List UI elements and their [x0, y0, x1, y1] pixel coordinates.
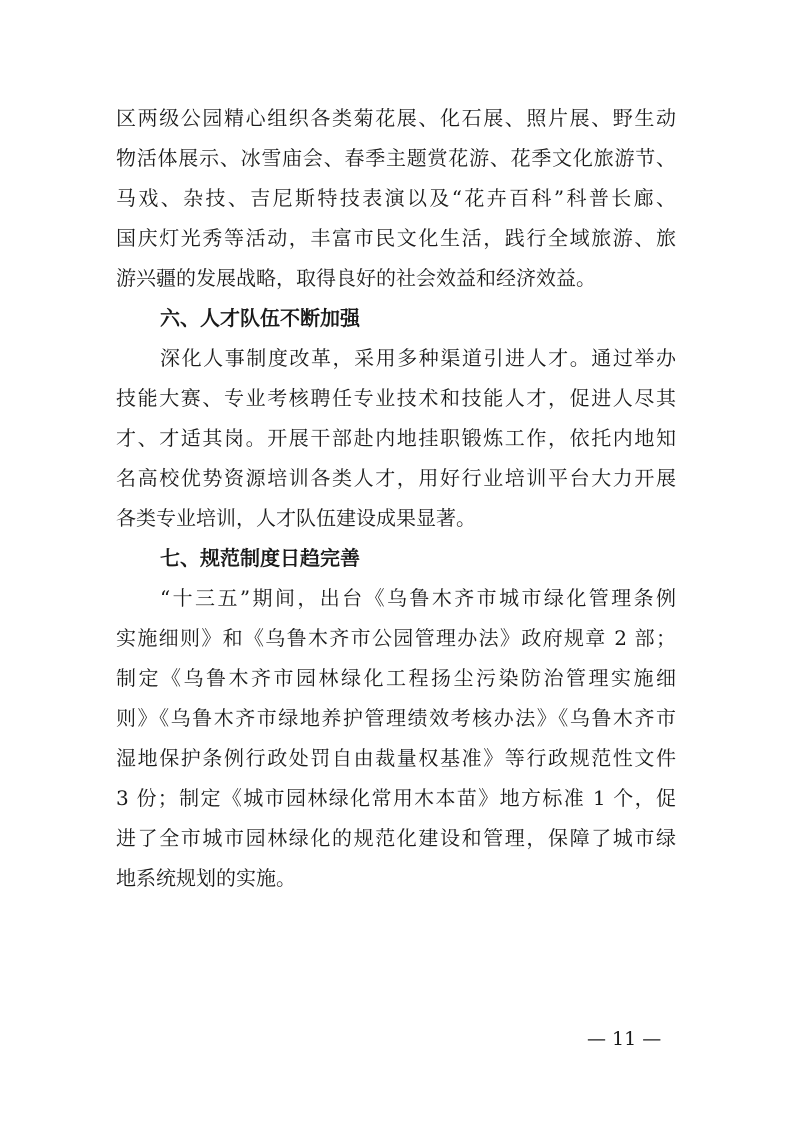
- text-line: “十三五”期间，出台《乌鲁木齐市城市绿化管理条例: [160, 586, 676, 610]
- text-line: 实施细则》和《乌鲁木齐市公园管理办法》政府规章 2 部；: [116, 626, 676, 650]
- text-line: 才、才适其岗。开展干部赴内地挂职锻炼工作，依托内地知: [116, 426, 676, 450]
- text-line: 名高校优势资源培训各类人才，用好行业培训平台大力开展: [116, 466, 676, 490]
- section-heading-talent: 六、人才队伍不断加强: [160, 306, 360, 330]
- paragraph-regulations: [116, 578, 676, 898]
- text-line: 湿地保护条例行政处罚自由裁量权基准》等行政规范性文件: [116, 746, 676, 770]
- paragraph-talent: [116, 338, 676, 538]
- text-line: 制定《乌鲁木齐市园林绿化工程扬尘污染防治管理实施细: [116, 666, 676, 690]
- text-line: 进了全市城市园林绿化的规范化建设和管理，保障了城市绿: [116, 826, 676, 850]
- text-line: 物活体展示、冰雪庙会、春季主题赏花游、花季文化旅游节、: [116, 146, 676, 170]
- text-line: 3 份；制定《城市园林绿化常用木本苗》地方标准 1 个，促: [116, 786, 676, 810]
- page-number: — 11 —: [587, 1028, 662, 1050]
- text-line: 技能大赛、专业考核聘任专业技术和技能人才，促进人尽其: [116, 386, 676, 410]
- text-line: 游兴疆的发展战略，取得良好的社会效益和经济效益。: [116, 266, 596, 290]
- text-line: 深化人事制度改革，采用多种渠道引进人才。通过举办: [160, 346, 676, 370]
- text-line: 国庆灯光秀等活动，丰富市民文化生活，践行全域旅游、旅: [116, 226, 676, 250]
- document-body: [116, 98, 676, 898]
- paragraph-section5-tail: [116, 98, 676, 298]
- text-line: 地系统规划的实施。: [116, 866, 296, 890]
- text-line: 各类专业培训，人才队伍建设成果显著。: [116, 506, 476, 530]
- text-line: 马戏、杂技、吉尼斯特技表演以及“花卉百科”科普长廊、: [116, 186, 676, 210]
- section-heading-regulations: 七、规范制度日趋完善: [160, 546, 360, 570]
- text-line: 区两级公园精心组织各类菊花展、化石展、照片展、野生动: [116, 106, 676, 130]
- text-line: 则》《乌鲁木齐市绿地养护管理绩效考核办法》《乌鲁木齐市: [116, 706, 676, 730]
